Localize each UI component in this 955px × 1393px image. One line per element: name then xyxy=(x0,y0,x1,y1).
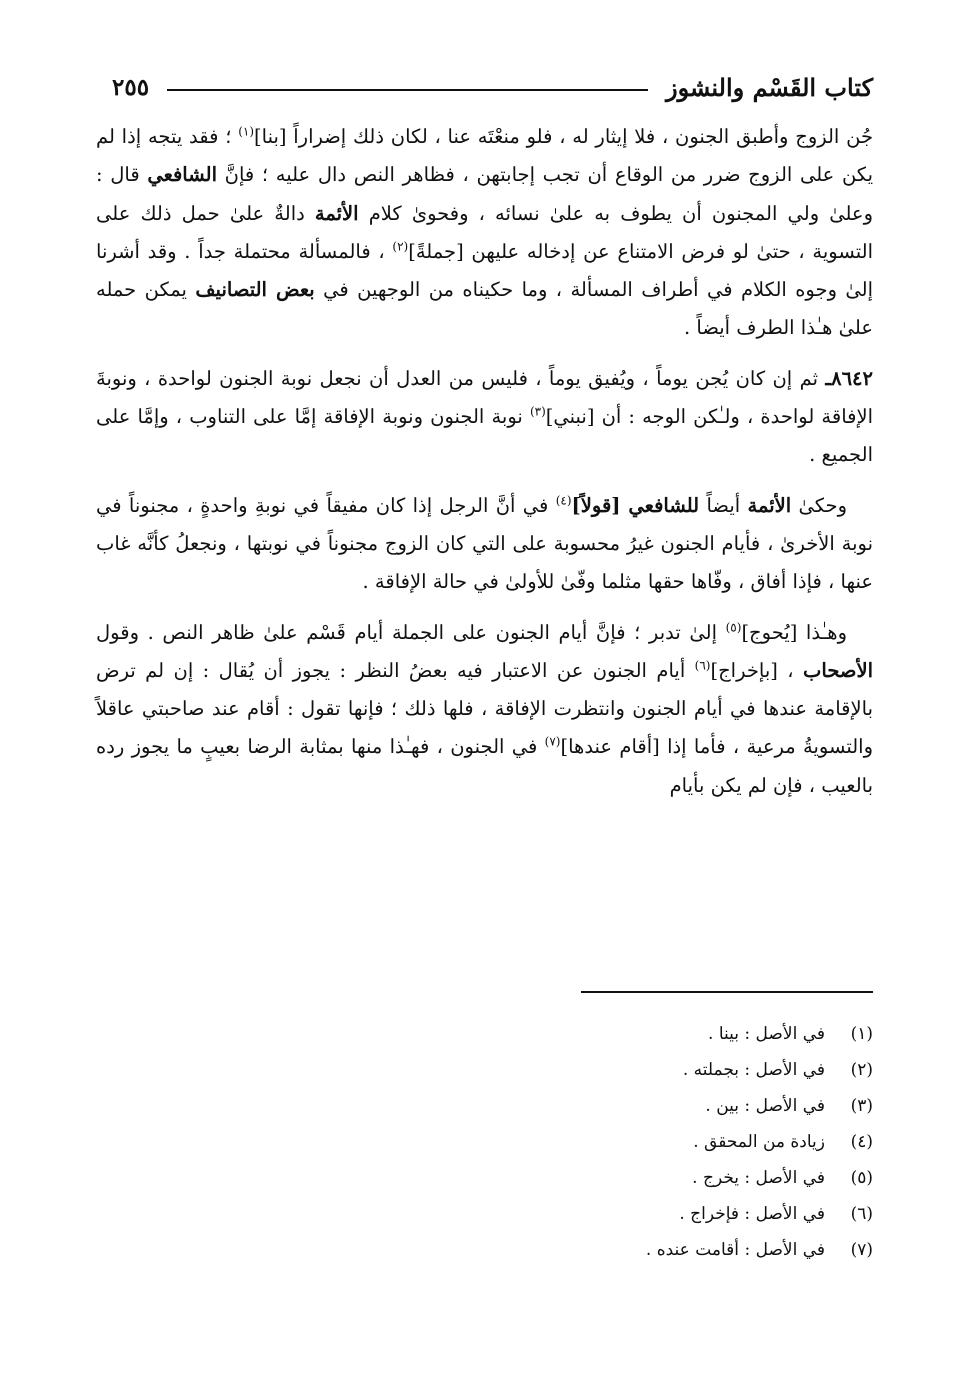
text-run: إلىٰ تدبر ؛ فإنَّ أيام الجنون على الجملة أيام قَسْم علىٰ ظاهر النص . وقول xyxy=(96,620,726,644)
main-text xyxy=(96,118,873,805)
paragraph xyxy=(96,614,873,805)
text-run: ؛ فقد يتجه إذا لم يكن على الزوج ضرر من الوقاع أن تجب إجابتهن ، فظاهر النص دال عليه ؛ فإنَّ xyxy=(96,125,873,187)
footnote-number: (١) xyxy=(850,1024,873,1044)
footnote-item xyxy=(300,1232,873,1268)
footnote-separator xyxy=(581,991,873,993)
bold-term: ٨٦٤٢ـ xyxy=(825,366,873,390)
footnote-ref: (٣) xyxy=(529,404,546,419)
footnote-text: في الأصل : بجملته . xyxy=(682,1060,825,1080)
header-rule xyxy=(167,89,648,91)
text-run: نوبة الجنون ونوبة الإفاقة إمَّا على التناوب ، وإمَّا على الجميع . xyxy=(96,405,873,467)
footnote-item xyxy=(300,1124,873,1160)
running-header xyxy=(112,66,873,108)
footnote-text: في الأصل : بينا . xyxy=(708,1024,825,1044)
footnote-number: (٧) xyxy=(850,1240,873,1260)
footnote-text: زيادة من المحقق . xyxy=(693,1132,825,1152)
text-run: ، فالمسألة محتملة جداً . وقد أشرنا إلىٰ وجوه الكلام في أطراف المسألة ، وما حكيناه من الوجهين في xyxy=(96,239,874,302)
text-run: يمكن حمله علىٰ هـٰذا الطرف أيضاً . xyxy=(96,278,873,340)
footnote-ref: (٧) xyxy=(544,734,561,749)
footnote-ref: (٥) xyxy=(725,620,742,635)
footnote-item xyxy=(300,1088,873,1124)
footnote-item xyxy=(300,1196,873,1232)
bold-term: للشافعي [قولاً] xyxy=(571,493,700,517)
footnote-text: في الأصل : يخرج . xyxy=(692,1168,825,1188)
paragraph xyxy=(96,118,873,348)
footnotes xyxy=(300,1016,873,1268)
text-run: ثم إن كان يُجن يوماً ، ويُفيق يوماً ، فليس من العدل أن نجعل نوبة الجنون لواحدة ، ونوبةَ الإفاقة لواحدة ، ولـٰكن الوجه : أن [نبني] xyxy=(96,366,873,429)
bold-term: الأصحاب xyxy=(803,658,873,682)
paragraph xyxy=(96,360,873,475)
footnote-ref: (٢) xyxy=(392,239,409,254)
footnote-text: في الأصل : بين . xyxy=(705,1096,825,1116)
footnote-item xyxy=(300,1016,873,1052)
bold-term: بعض التصانيف xyxy=(195,278,315,302)
chapter-title: كتاب القَسْم والنشوز xyxy=(666,72,873,102)
bold-term: الأئمة xyxy=(747,493,792,517)
footnote-text: في الأصل : فإخراج . xyxy=(679,1204,825,1224)
footnote-number: (٣) xyxy=(850,1096,873,1116)
text-run: قال : وعلىٰ ولي المجنون أن يطوف به علىٰ نسائه ، وفحوىٰ كلام xyxy=(96,163,873,225)
footnote-ref: (١) xyxy=(238,124,255,139)
text-run: في الجنون ، فهـٰذا منها بمثابة الرضا بعيبٍ ما يجوز رده بالعيب ، فإن لم يكن بأيام xyxy=(96,735,873,797)
footnote-item xyxy=(300,1160,873,1196)
footnote-number: (٦) xyxy=(850,1204,873,1224)
footnote-item xyxy=(300,1052,873,1088)
paragraph xyxy=(96,487,873,602)
text-run: في أنَّ الرجل إذا كان مفيقاً في نوبةِ واحدةٍ ، مجنوناً في نوبة الأخرىٰ ، فأيام الجنون غيرُ محسوبة على التي كان الزوج مجنوناً في نوبتها ، ونجعلُ كأنَّه غاب عنها ، فإذا أفاق ، وفّاها حقها مثلما وفّىٰ للأولىٰ في حالة الإفاقة . xyxy=(96,493,873,594)
text-run: ، [بإخراج] xyxy=(710,658,804,682)
bold-term: الأئمة xyxy=(314,201,359,225)
text-run: وحكىٰ xyxy=(791,493,848,517)
footnote-ref: (٦) xyxy=(694,658,711,673)
footnote-text: في الأصل : أقامت عنده . xyxy=(645,1240,825,1260)
footnote-number: (٥) xyxy=(850,1168,873,1188)
text-run: جُن الزوج وأطبق الجنون ، فلا إيثار له ، فلو منعْتَه عنا ، لكان ذلك إضراراً [بنا] xyxy=(254,125,874,148)
footnote-number: (٤) xyxy=(850,1132,873,1152)
bold-term: الشافعي xyxy=(147,163,217,187)
text-run: دالةٌ علىٰ حمل ذلك على التسوية ، حتىٰ لو فرض الامتناع عن إدخاله عليهن [جملةً] xyxy=(96,201,873,263)
text-run: أيضاً xyxy=(699,493,748,517)
text-run: أيام الجنون عن الاعتبار فيه بعضُ النظر : يجوز أن يُقال : إن لم ترض بالإقامة عندها في أيام الجنون وانتظرت الإفاقة ، فلها ذلك ؛ فإنها تقول : أقام عند صاحبتي عاقلاً والتسويةُ مرعية ، فأما إذا [أقام عندها] xyxy=(96,658,874,759)
text-run: وهـٰذا [يُحوج] xyxy=(741,620,848,644)
page-number: ٢٥٥ xyxy=(112,73,150,101)
footnote-number: (٢) xyxy=(850,1060,873,1080)
footnote-ref: (٤) xyxy=(555,493,572,508)
